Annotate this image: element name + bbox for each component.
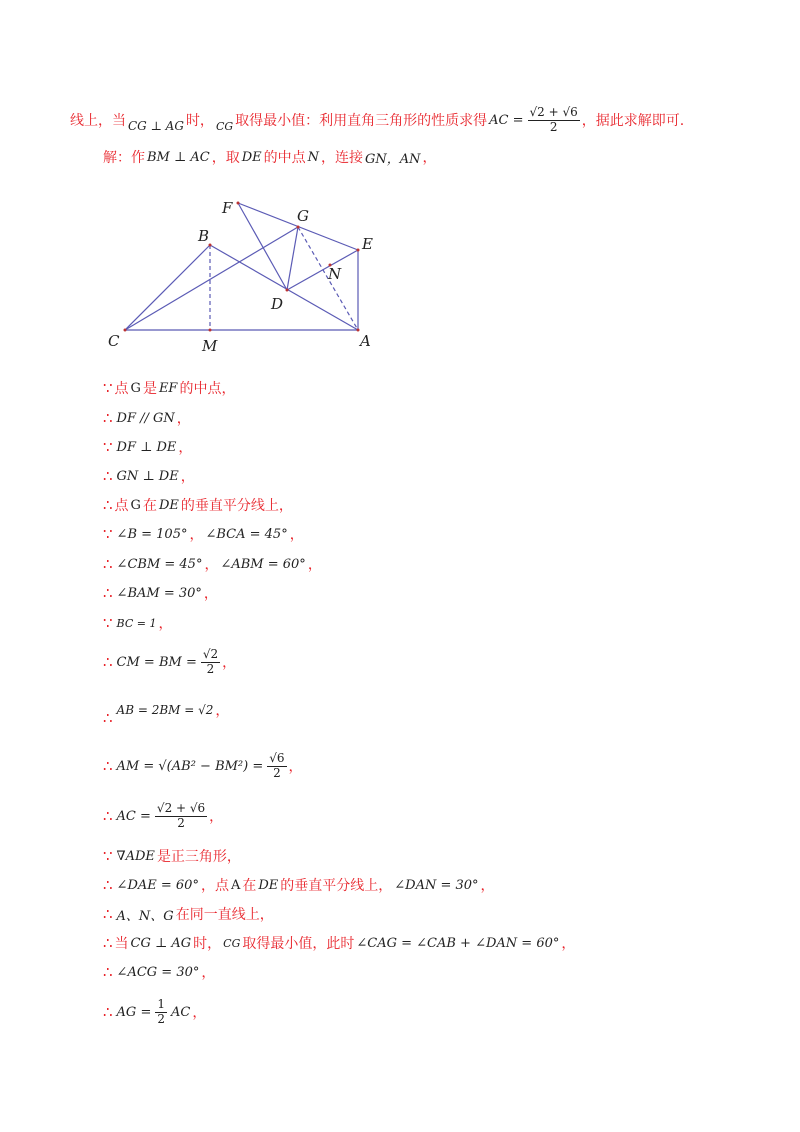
math: ∠BAM = 30° [116,585,202,601]
math: CG ⊥ AG [128,119,184,133]
text: 取得最小值，此时 [242,936,355,952]
therefore-symbol: ∴ [103,757,113,775]
step-19 [103,992,760,1032]
therefore-symbol: ∴ [103,555,113,573]
text: ，连接 [321,150,363,166]
denominator: 2 [177,815,185,830]
step-11 [103,692,760,728]
text: 点 [114,381,129,397]
math: BM ⊥ AC [147,149,210,165]
math: AB = 2BM = √2 [116,703,214,717]
math: N [307,149,319,165]
text: ， [178,440,193,456]
therefore-symbol: ∴ [103,653,113,671]
segment-CG [125,227,298,330]
step-5 [103,490,760,520]
text: ， [215,703,230,719]
text: 的垂直平分线上， [280,878,393,894]
fraction [201,648,220,677]
text: ， [289,527,304,543]
step-10 [103,642,760,682]
therefore-symbol: ∴ [103,807,113,825]
text: 是 [142,381,157,397]
math: ∠CAG = ∠CAB + ∠DAN = 60° [356,935,560,951]
math: ∠B = 105° [116,526,188,542]
step-18 [103,957,760,987]
math: ∇ADE [116,848,155,864]
numerator: 1 [157,996,165,1011]
denominator: 2 [157,1011,165,1026]
math: CG ⊥ AG [130,935,192,951]
text: 在 [142,498,157,514]
text: ， [561,936,576,952]
therefore-symbol: ∴ [103,905,113,923]
step-17 [103,928,760,958]
text: 点 [114,498,129,514]
step-13 [103,796,760,836]
math: G [130,497,141,513]
text: ， [422,150,437,166]
step-4 [103,461,760,491]
text: ，取 [211,150,240,166]
step-15 [103,870,760,900]
therefore-symbol: ∴ [103,876,113,894]
numerator: √6 [269,750,285,765]
math: CM = BM = [116,654,197,670]
label-G: G [297,207,309,225]
fraction [155,998,167,1027]
step-8 [103,578,760,608]
therefore-symbol: ∴ [103,467,113,485]
therefore-symbol: ∴ [103,1003,113,1021]
math: BC = 1 [116,616,157,630]
therefore-symbol: ∴ [103,409,113,427]
math: ∠ABM = 60° [220,556,306,572]
intro-line [70,102,760,138]
label-C: C [108,332,120,350]
therefore-symbol: ∴ [103,963,113,981]
math: EF [158,380,178,396]
text: ， [209,809,224,825]
fraction [528,106,580,135]
text: 解：作 [103,150,145,166]
text: 在同一直线上， [175,907,274,923]
step-6 [103,519,760,549]
step-1 [103,373,760,403]
math: ∠CBM = 45° [116,556,203,572]
segment-FD [238,203,287,290]
math: GN ⊥ DE [116,468,179,484]
label-N: N [328,265,342,283]
therefore-symbol: ∴ [103,584,113,602]
math: GN，AN [365,151,421,167]
text: 的中点， [179,381,236,397]
math: ∠ACG = 30° [116,964,200,980]
step-2 [103,403,760,433]
therefore-symbol: ∴ [103,496,113,514]
denominator: 2 [549,119,558,134]
math: ∠BCA = 45° [205,526,288,542]
text: ， [204,557,219,573]
text: 取得最小值：利用直角三角形的性质求得 [235,113,488,129]
text: ， [176,411,191,427]
text: 线上，当 [70,113,126,129]
text: 时， [185,113,214,129]
denominator: 2 [273,765,281,780]
math: DF // GN [116,410,175,426]
math: AM = √(AB² − BM²) = [116,758,264,774]
math: CG [215,119,234,133]
segment-BA [210,245,358,330]
numerator: √2 + √6 [529,104,578,119]
math: DF ⊥ DE [116,439,177,455]
label-E: E [362,235,373,253]
segment-GD [287,227,298,290]
denominator: 2 [206,661,215,676]
text: ， [288,759,303,775]
text: ， [189,527,204,543]
text: ，据此求解即可. [581,113,685,129]
step-3 [103,432,760,462]
numerator: √2 + √6 [156,800,206,815]
label-F: F [222,199,233,217]
solution-line [103,142,760,172]
because-symbol: ∵ [103,438,113,456]
geometry-figure [100,190,390,360]
math: A、N、G [116,908,174,924]
math: CG [223,936,241,950]
text: ， [158,616,173,632]
math: A [230,877,241,893]
step-12 [103,746,760,786]
because-symbol: ∵ [103,379,113,397]
text: ， [203,586,218,602]
text: ，点 [200,878,229,894]
math: DE [241,149,262,165]
math: ∠DAN = 30° [394,877,479,893]
step-7 [103,549,760,579]
therefore-symbol: ∴ [103,709,113,727]
math: AC = [116,808,151,824]
text: 在 [242,878,257,894]
step-14 [103,841,760,871]
text: 当 [114,936,129,952]
step-16 [103,899,760,929]
text: ， [307,557,322,573]
math: DE [258,877,279,893]
text: 的垂直平分线上， [180,498,293,514]
therefore-symbol: ∴ [103,934,113,952]
math: AG = [116,1004,152,1020]
fraction [155,802,207,831]
because-symbol: ∵ [103,525,113,543]
math: DE [158,497,179,513]
text: ， [480,878,495,894]
label-B: B [198,227,210,245]
numerator: √2 [202,646,219,661]
because-symbol: ∵ [103,614,113,632]
label-D: D [271,295,284,313]
text: ， [201,965,216,981]
text: 时， [193,936,222,952]
because-symbol: ∵ [103,847,113,865]
text: 是正三角形， [156,849,241,865]
label-A: A [360,332,371,350]
fraction [267,752,286,781]
math: AC = [489,112,524,128]
text: 的中点 [263,150,306,166]
text: ， [180,469,195,485]
math: G [130,380,141,396]
text: ， [222,655,237,671]
step-9 [103,608,760,638]
math: AC [171,1004,191,1020]
text: ， [192,1005,207,1021]
math: ∠DAE = 60° [116,877,199,893]
label-M: M [202,337,218,355]
